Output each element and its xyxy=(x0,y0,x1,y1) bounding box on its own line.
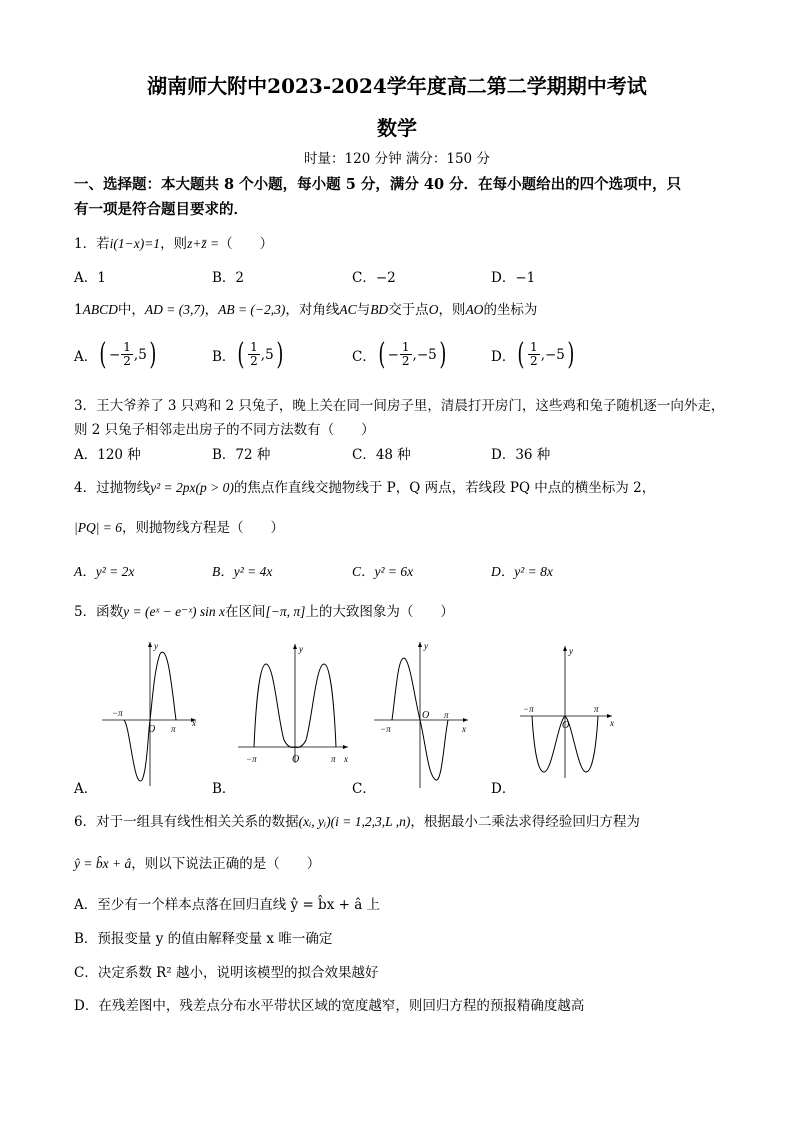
q2-option-a: A． ( − $\frac{1}{2}$ , 5 ) xyxy=(74,337,157,372)
q4-option-d: D．y² = 8x xyxy=(491,564,553,579)
q1-option-d: D．−1 xyxy=(491,270,536,286)
question-6-line1: 6．对于一组具有线性相关关系的数据(xᵢ, yᵢ)(i = 1,2,3,L ,n)，根据最小二乘法求得经验回归方程为 xyxy=(74,814,640,830)
vector-ab: AB = (−2,3) xyxy=(218,302,286,317)
svg-text:π: π xyxy=(331,754,336,764)
graph-option-a xyxy=(98,640,203,788)
q5-option-b-label: B． xyxy=(212,781,236,797)
q4-option-a: A．y² = 2x xyxy=(74,564,135,579)
q4-option-b: B．y² = 4x xyxy=(212,564,273,579)
question-6-line2: ŷ = b̂x + â，则以下说法正确的是（ ） xyxy=(74,856,321,872)
fraction: $\frac{1}{2}$ xyxy=(123,340,131,368)
graph-option-c xyxy=(370,640,475,790)
section-heading-line2: 有一项是符合题目要求的． xyxy=(74,201,248,218)
question-3-line1: 3．王大爷养了 3 只鸡和 2 只兔子，晚上关在同一间房子里，清晨打开房门，这些鸡和兔子随机逐一向外走， xyxy=(74,398,725,414)
svg-text:O: O xyxy=(422,710,430,721)
vector-ad: AD = (3,7) xyxy=(144,302,205,317)
svg-text:−π: −π xyxy=(246,754,257,764)
vector-ao: AO xyxy=(465,302,484,317)
q3-option-b: B．72 种 xyxy=(212,447,271,463)
svg-text:x: x xyxy=(462,724,466,734)
svg-text:O: O xyxy=(292,754,300,765)
exam-subject: 数学 xyxy=(377,116,417,140)
question-3-line2: 则 2 只兔子相邻走出房子的不同方法数有（ ） xyxy=(74,422,375,438)
q3-option-a: A．120 种 xyxy=(74,447,141,463)
fraction: $\frac{1}{2}$ xyxy=(250,340,258,368)
q5-option-c-label: C． xyxy=(352,781,376,797)
svg-text:π: π xyxy=(171,724,176,734)
q6-option-d: D．在残差图中，残差点分布水平带状区域的宽度越窄，则回归方程的预报精确度越高 xyxy=(74,998,585,1014)
graph-option-d xyxy=(518,640,618,780)
q6-option-c: C．决定系数 R² 越小，说明该模型的拟合效果越好 xyxy=(74,965,379,981)
svg-text:x: x xyxy=(344,754,348,764)
svg-text:y: y xyxy=(424,641,428,651)
svg-text:−π: −π xyxy=(523,704,534,714)
svg-text:O: O xyxy=(148,724,156,735)
svg-text:y: y xyxy=(569,646,573,656)
svg-text:O: O xyxy=(562,720,570,731)
svg-text:−π: −π xyxy=(112,708,123,718)
q2-option-d: D． ( $\frac{1}{2}$ , −5 ) xyxy=(491,337,575,372)
question-5-stem: 5．函数y = (eˣ − e⁻ˣ) sin x在区间[−π, π]上的大致图象为（ ） xyxy=(74,604,454,620)
question-1-stem: 1．若i(1−x)=1，则z+z̄ =（ ） xyxy=(74,236,274,252)
svg-text:−π: −π xyxy=(380,724,391,734)
svg-text:y: y xyxy=(299,644,303,654)
q1-option-a: A．1 xyxy=(74,270,106,286)
q3-option-c: C．48 种 xyxy=(352,447,411,463)
svg-text:y: y xyxy=(154,641,158,651)
fraction: $\frac{1}{2}$ xyxy=(401,340,410,368)
fraction: $\frac{1}{2}$ xyxy=(530,340,538,368)
exam-title: 湖南师大附中2023-2024学年度高二第二学期期中考试 xyxy=(147,74,647,98)
svg-text:π: π xyxy=(594,704,599,714)
q5-option-a-label: A． xyxy=(74,781,98,797)
section-heading-line1: 一、选择题：本大题共 8 个小题，每小题 5 分，满分 40 分．在每小题给出的四个选项中，只 xyxy=(74,176,682,193)
question-2-stem: 1ABCD中，AD = (3,7)，AB = (−2,3)，对角线AC与BD交于点O，则AO的坐标为 xyxy=(74,302,538,318)
question-4-line1: 4．过抛物线y² = 2px(p > 0)的焦点作直线交抛物线于 P，Q 两点，若线段 PQ 中点的横坐标为 2， xyxy=(74,480,656,496)
q1-option-b: B．2 xyxy=(212,270,245,286)
svg-text:x: x xyxy=(192,718,196,728)
q1-option-c: C．−2 xyxy=(352,270,396,286)
q2-option-c: C． ( − $\frac{1}{2}$ , −5 ) xyxy=(352,337,447,372)
q6-option-b: B．预报变量 y 的值由解释变量 x 唯一确定 xyxy=(74,931,333,947)
graph-option-b xyxy=(234,640,354,765)
svg-text:π: π xyxy=(444,710,449,720)
q4-option-c: C．y² = 6x xyxy=(352,564,414,579)
svg-text:x: x xyxy=(610,718,614,728)
q2-option-b: B． ( $\frac{1}{2}$ , 5 ) xyxy=(212,337,284,372)
exam-info: 时量：120 分钟 满分：150 分 xyxy=(304,151,490,167)
q5-option-d-label: D． xyxy=(491,781,516,797)
question-4-line2: |PQ| = 6，则抛物线方程是（ ） xyxy=(74,520,285,536)
q3-option-d: D．36 种 xyxy=(491,447,551,463)
q6-option-a: A．至少有一个样本点落在回归直线 ŷ = b̂x + â 上 xyxy=(74,897,381,913)
